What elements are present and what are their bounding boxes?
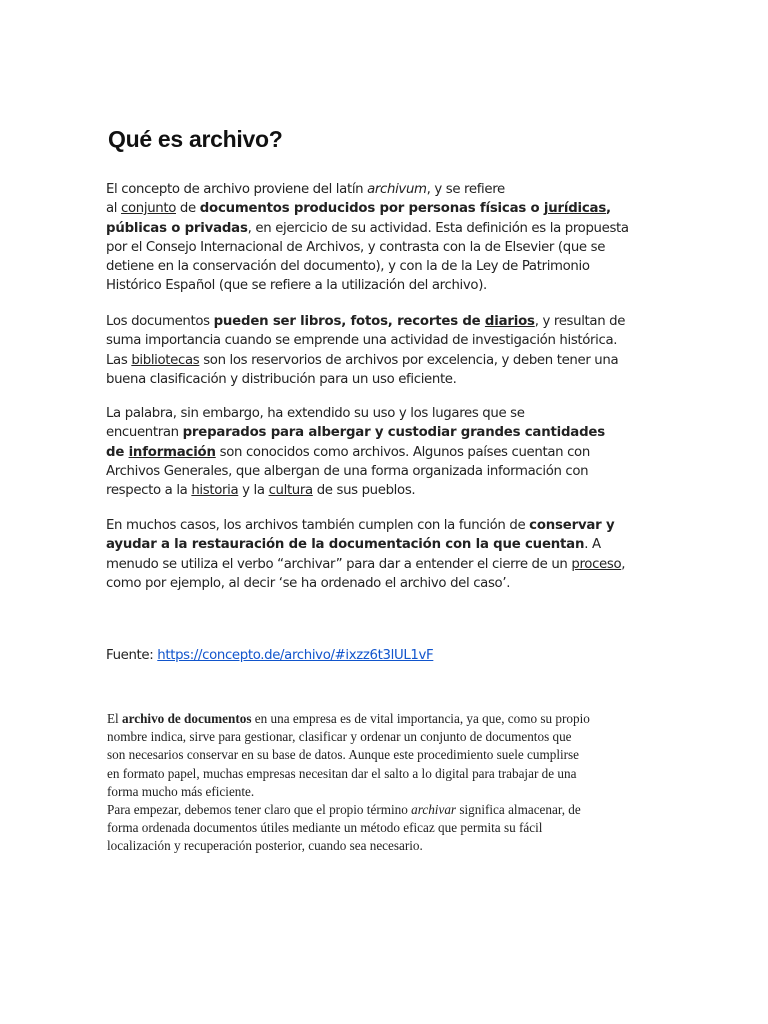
text-line: forma mucho más eficiente. — [107, 783, 255, 799]
paragraph-documents — [106, 312, 656, 389]
text-run: Para empezar, debemos tener claro que el propio término — [107, 802, 412, 818]
text-run: En muchos casos, los archivos también cumplen con la función de — [106, 518, 530, 533]
bold-text: públicas o privadas — [106, 220, 248, 236]
text-run: encuentran — [106, 425, 183, 441]
link-conjunto[interactable]: conjunto — [121, 201, 177, 217]
source-line — [106, 648, 433, 663]
text-line — [106, 199, 656, 218]
text-line: por el Consejo Internacional de Archivos, y contrasta con la de Elsevier (que se — [106, 239, 606, 255]
text-line: suma importancia cuando se emprende una actividad de investigación histórica. — [106, 333, 618, 349]
text-run: de sus pueblos. — [312, 483, 416, 499]
paragraph-usage — [106, 404, 656, 500]
text-line — [107, 710, 660, 728]
text-line: detiene en la conservación del documento), y con la de la Ley de Patrimonio — [106, 259, 590, 275]
link-cultura[interactable]: cultura — [268, 483, 313, 499]
bold-text: conservar y — [529, 518, 615, 533]
text-run: de — [176, 201, 200, 217]
text-line — [106, 481, 656, 500]
link-bibliotecas[interactable]: bibliotecas — [131, 352, 200, 368]
paragraph-definition — [106, 180, 656, 296]
text-line — [106, 443, 656, 462]
text-line: nombre indica, sirve para gestionar, clasificar y ordenar un conjunto de documentos que — [107, 729, 572, 745]
paragraph-business — [107, 710, 660, 856]
link-diarios[interactable]: diarios — [484, 314, 535, 329]
text-line: son necesarios conservar en su base de datos. Aunque este procedimiento suele cumplirse — [107, 747, 580, 763]
bold-text: documentos producidos por personas físicas o — [199, 201, 544, 217]
text-line — [106, 555, 656, 574]
text-run: El concepto de archivo proviene del latín — [106, 182, 368, 197]
text-run: al — [106, 201, 122, 217]
text-line — [106, 423, 656, 442]
paragraph-conservation — [106, 516, 656, 593]
italic-term: archivum — [367, 182, 427, 197]
text-line: Histórico Español (que se refiere a la utilización del archivo). — [106, 278, 487, 294]
link-historia[interactable]: historia — [191, 483, 239, 499]
text-run: Las — [106, 352, 132, 368]
bold-text: ayudar a la restauración de la documentación con la que cuentan — [106, 537, 585, 553]
italic-term: archivar — [411, 802, 457, 818]
text-line: como por ejemplo, al decir ‘se ha ordenado el archivo del caso’. — [106, 575, 511, 591]
page-title: Qué es archivo? — [108, 126, 283, 152]
link-informacion[interactable]: información — [128, 444, 216, 460]
text-line — [106, 180, 656, 199]
text-line: Archivos Generales, que albergan de una forma organizada información con — [106, 463, 589, 479]
text-line: localización y recuperación posterior, cuando sea necesario. — [107, 838, 423, 854]
text-run: , y resultan de — [534, 314, 626, 329]
text-run: significa almacenar, de — [456, 802, 581, 818]
bold-text: pueden ser libros, fotos, recortes de — [213, 314, 485, 329]
text-run: . A — [584, 537, 601, 553]
text-line — [106, 312, 656, 331]
text-line: en formato papel, muchas empresas necesitan dar el salto a lo digital para trabajar de una — [107, 765, 577, 781]
text-run: , en ejercicio de su actividad. Esta definición es la propuesta — [247, 220, 629, 236]
text-run: , — [621, 556, 626, 572]
text-line — [106, 535, 656, 554]
bold-text: archivo de documentos — [122, 711, 252, 726]
source-label: Fuente: — [106, 648, 158, 663]
text-run: Los documentos — [106, 314, 214, 329]
bold-text: , — [606, 201, 611, 217]
text-run: El — [107, 711, 123, 726]
text-run: menudo se utiliza el verbo “archivar” para dar a entender el cierre de un — [106, 556, 572, 572]
text-run: respecto a la — [106, 483, 192, 499]
text-line: La palabra, sin embargo, ha extendido su uso y los lugares que se — [106, 406, 525, 421]
text-run: , y se refiere — [426, 182, 505, 197]
link-proceso[interactable]: proceso — [571, 556, 622, 572]
text-line: buena clasificación y distribución para un uso eficiente. — [106, 371, 457, 387]
text-line — [106, 219, 656, 238]
source-link[interactable]: https://concepto.de/archivo/#ixzz6t3lUL1vF — [157, 648, 434, 663]
text-line: forma ordenada documentos útiles mediante un método eficaz que permita su fácil — [107, 820, 543, 836]
text-run: y la — [238, 483, 269, 499]
text-line — [107, 801, 660, 819]
text-run: en una empresa es de vital importancia, ya que, como su propio — [251, 711, 590, 726]
text-run: son conocidos como archivos. Algunos países cuentan con — [215, 444, 590, 460]
link-juridicas[interactable]: jurídicas — [543, 201, 607, 217]
text-line — [106, 351, 656, 370]
bold-text: preparados para albergar y custodiar grandes cantidades — [182, 425, 605, 441]
bold-text: de — [106, 444, 129, 460]
text-line — [106, 516, 656, 535]
text-run: son los reservorios de archivos por excelencia, y deben tener una — [199, 352, 619, 368]
